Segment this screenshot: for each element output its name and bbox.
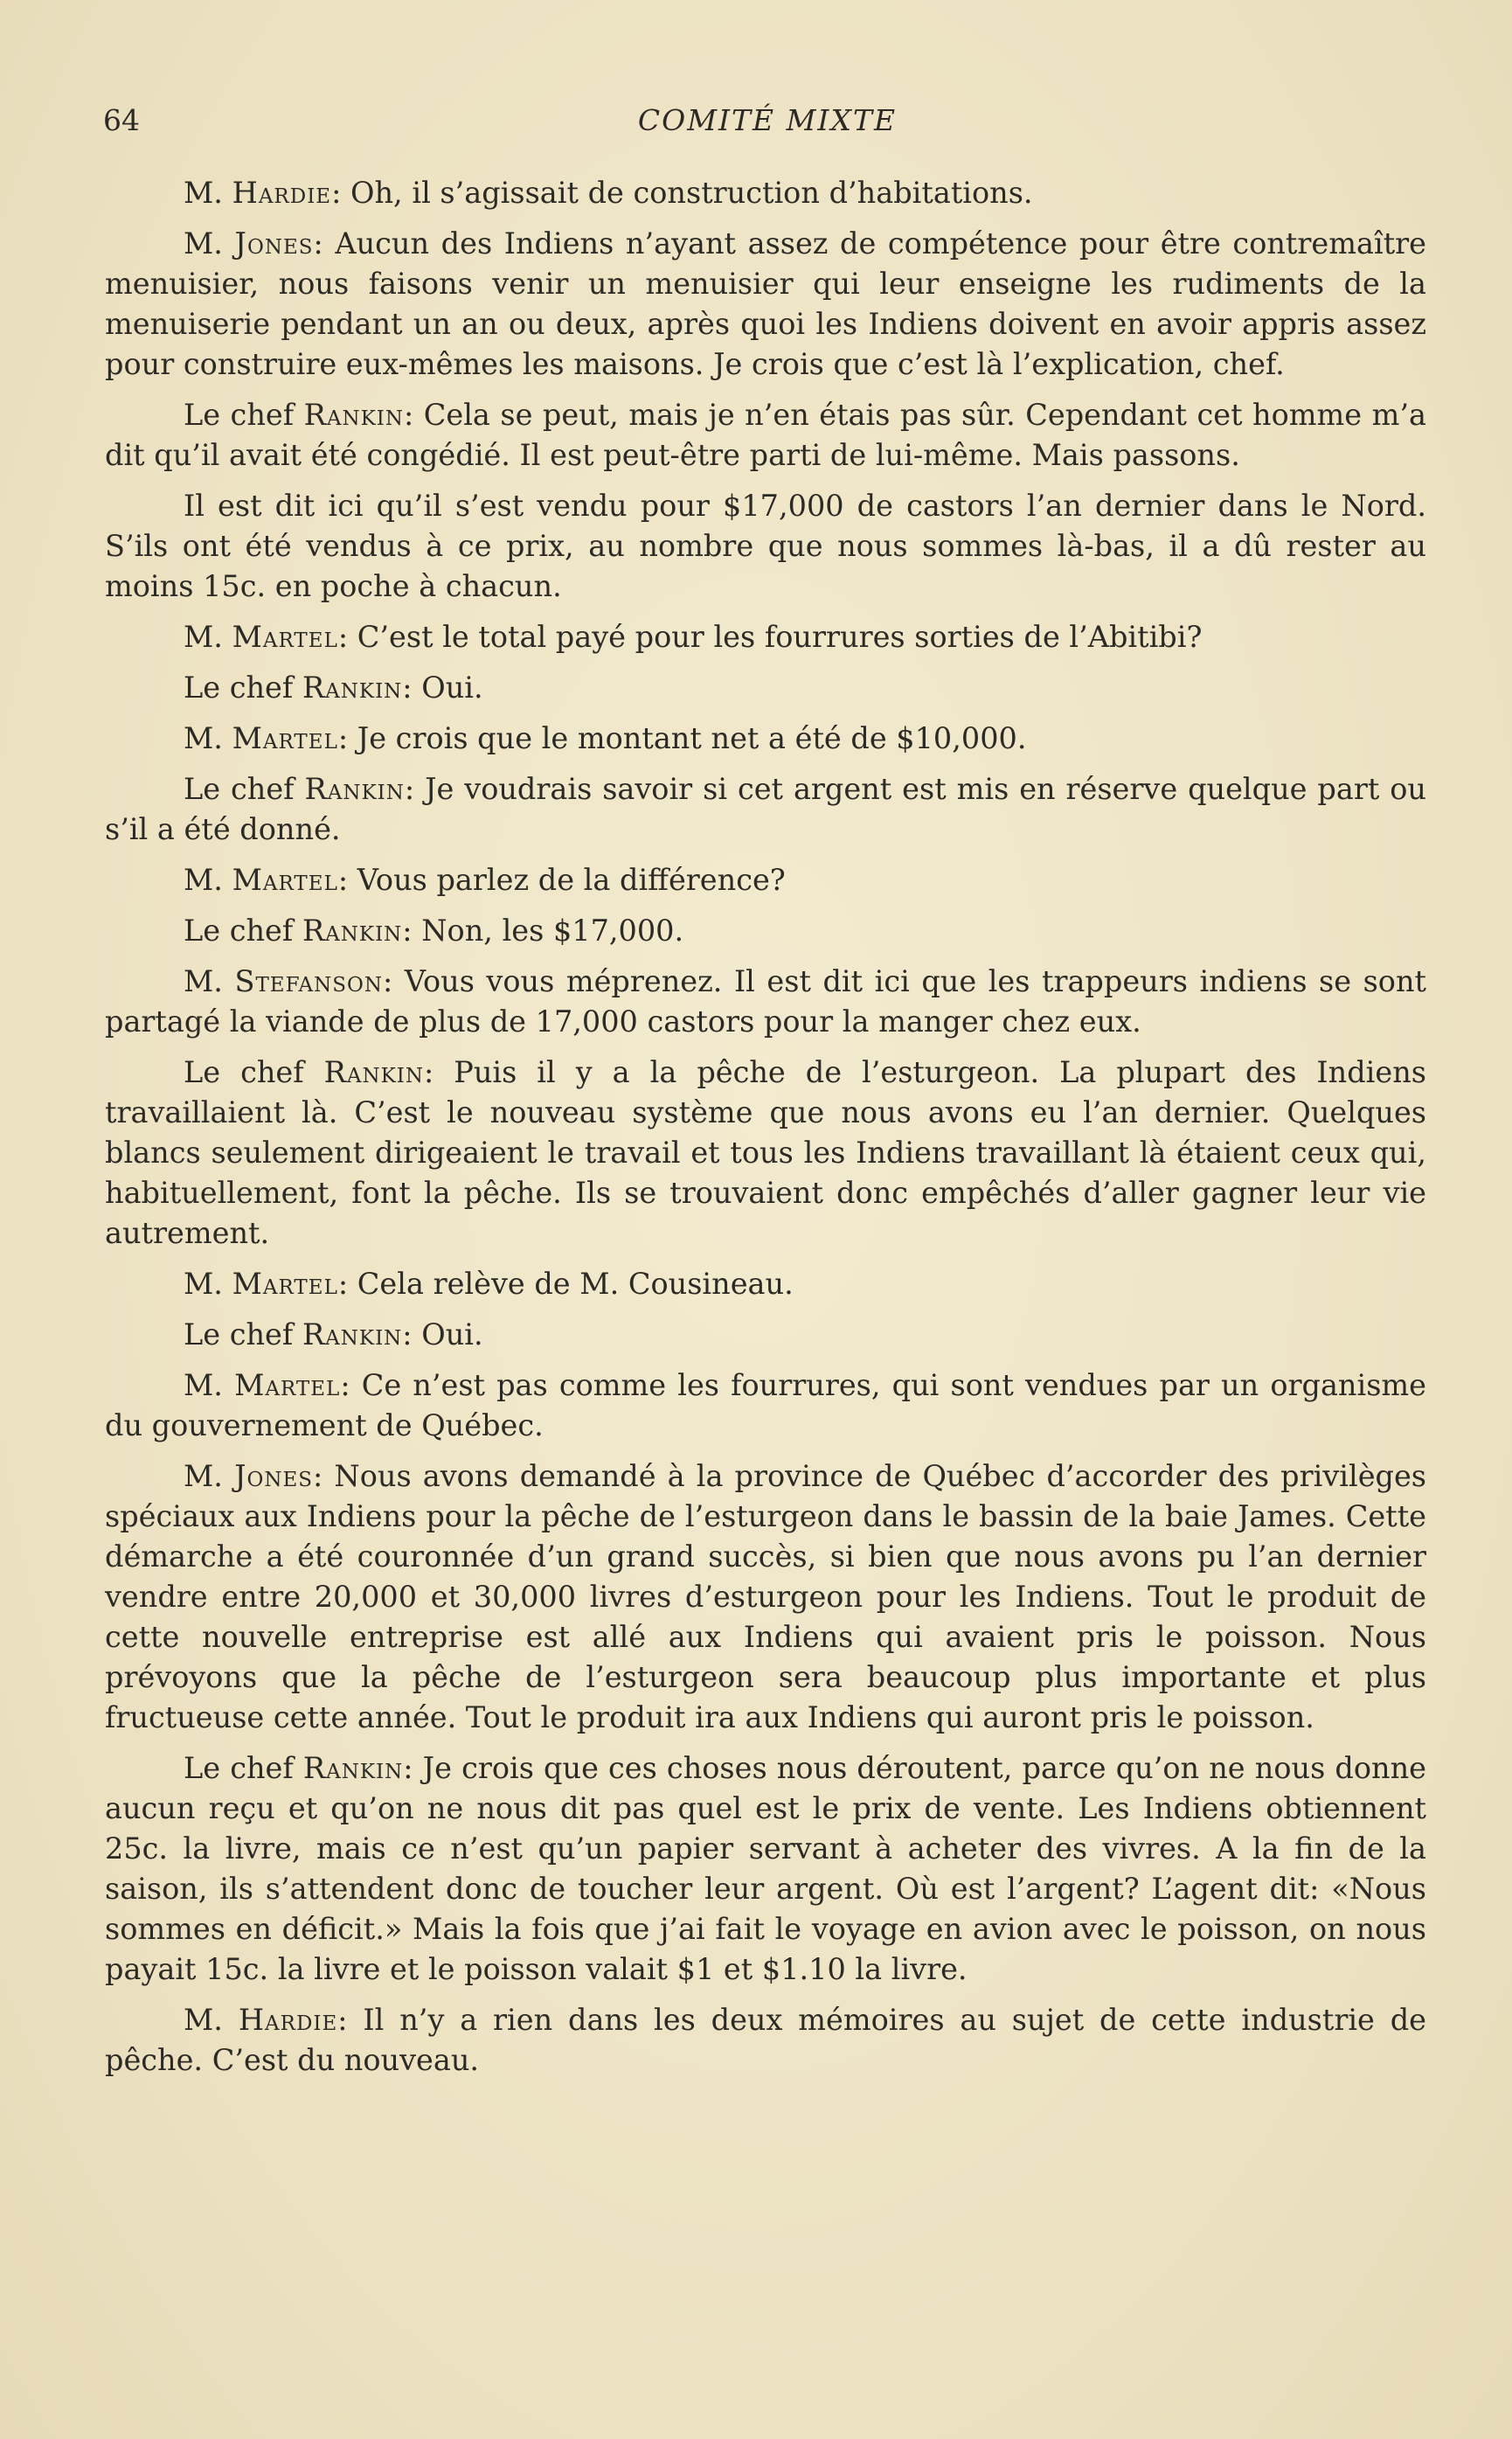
paragraph: M. Martel: Ce n’est pas comme les fourrures, qui sont vendues par un organisme du gouvernement de Québec. (105, 1368, 1426, 1442)
transcript-body (105, 173, 1426, 2091)
speaker-name: Rankin (302, 914, 403, 948)
paragraph: M. Hardie: Oh, il s’agissait de construction d’habitations. (184, 176, 1033, 210)
paragraph: Le chef Rankin: Je voudrais savoir si cet argent est mis en réserve quelque part ou s’il a été donné. (105, 772, 1426, 846)
speaker-name: Rankin (303, 398, 404, 432)
paragraph: M. Hardie: Il n’y a rien dans les deux mémoires au sujet de cette industrie de pêche. C’est du nouveau. (105, 2003, 1426, 2077)
paragraph: Le chef Rankin: Puis il y a la pêche de l’esturgeon. La plupart des Indiens travaillaient là. C’est le nouveau système que nous avons eu l’an dernier. Quelques blancs seulement dirigeaient le travail et tous les Indiens travaillant là étaient ceux qui, habituellement, font la pêche. Ils se trouvaient donc empêchés d’aller gagner leur vie autrement. (105, 1055, 1426, 1250)
speaker-name: Rankin (302, 671, 403, 705)
paragraph: Il est dit ici qu’il s’est vendu pour $17,000 de castors l’an dernier dans le Nord. S’ils ont été vendus à ce prix, au nombre que nous sommes là-bas, il a dû rester au moins 15c. en poche à chacun. (105, 489, 1426, 603)
running-title: COMITÉ MIXTE (637, 103, 898, 137)
paragraph: M. Stefanson: Vous vous méprenez. Il est dit ici que les trappeurs indiens se sont partagé la viande de plus de 17,000 castors pour la manger chez eux. (105, 964, 1426, 1039)
page-number: 64 (103, 103, 140, 137)
speaker-name: Martel (234, 1368, 341, 1402)
speaker-name: Martel (232, 620, 338, 654)
paragraph: Le chef Rankin: Cela se peut, mais je n’en étais pas sûr. Cependant cet homme m’a dit qu’il avait été congédié. Il est peut-être parti de lui-même. Mais passons. (105, 398, 1426, 472)
paragraph: Le chef Rankin: Oui. (184, 671, 483, 705)
page-header (103, 103, 1432, 147)
paragraph: Le chef Rankin: Je crois que ces choses nous déroutent, parce qu’on ne nous donne aucun reçu et qu’on ne nous dit pas quel est le prix de vente. Les Indiens obtiennent 25c. la livre, mais ce n’est qu’un papier servant à acheter des vivres. A la fin de la saison, ils s’attendent donc de toucher leur argent. Où est l’argent? L’agent dit: «Nous sommes en déficit.» Mais la fois que j’ai fait le voyage en avion avec le poisson, on nous payait 15c. la livre et le poisson valait $1 et $1.10 la livre. (105, 1751, 1426, 1986)
speaker-name: Hardie (238, 2003, 338, 2037)
speaker-name: Hardie (232, 176, 332, 210)
speaker-name: Rankin (304, 772, 405, 806)
speaker-name: Rankin (323, 1055, 424, 1089)
speaker-name: Martel (232, 721, 338, 755)
paragraph: M. Jones: Aucun des Indiens n’ayant assez de compétence pour être contremaître menuisier, nous faisons venir un menuisier qui leur enseigne les rudiments de la menuiserie pendant un an ou deux, après quoi les Indiens doivent en avoir appris assez pour construire eux-mêmes les maisons. Je crois que c’est là l’explication, chef. (105, 226, 1426, 381)
speaker-name: Stefanson (234, 964, 384, 998)
paragraph: M. Martel: C’est le total payé pour les fourrures sorties de l’Abitibi? (184, 620, 1203, 654)
speaker-name: Jones (234, 1459, 314, 1493)
paragraph: M. Martel: Vous parlez de la différence? (184, 863, 786, 897)
speaker-name: Rankin (302, 1751, 404, 1785)
speaker-name: Martel (232, 1267, 338, 1301)
paragraph: Le chef Rankin: Non, les $17,000. (184, 914, 684, 948)
paragraph: M. Martel: Je crois que le montant net a été de $10,000. (184, 721, 1027, 755)
paragraph: M. Martel: Cela relève de M. Cousineau. (184, 1267, 794, 1301)
paragraph: Le chef Rankin: Oui. (184, 1317, 483, 1352)
speaker-name: Martel (232, 863, 338, 897)
paragraph: M. Jones: Nous avons demandé à la province de Québec d’accorder des privilèges spéciaux aux Indiens pour la pêche de l’esturgeon dans le bassin de la baie James. Cette démarche a été couronnée d’un grand succès, si bien que nous avons pu l’an dernier vendre entre 20,000 et 30,000 livres d’esturgeon pour les Indiens. Tout le produit de cette nouvelle entreprise est allé aux Indiens qui avaient pris le poisson. Nous prévoyons que la pêche de l’esturgeon sera beaucoup plus importante et plus fructueuse cette année. Tout le produit ira aux Indiens qui auront pris le poisson. (105, 1459, 1426, 1734)
speaker-name: Rankin (302, 1317, 403, 1352)
speaker-name: Jones (234, 226, 314, 261)
